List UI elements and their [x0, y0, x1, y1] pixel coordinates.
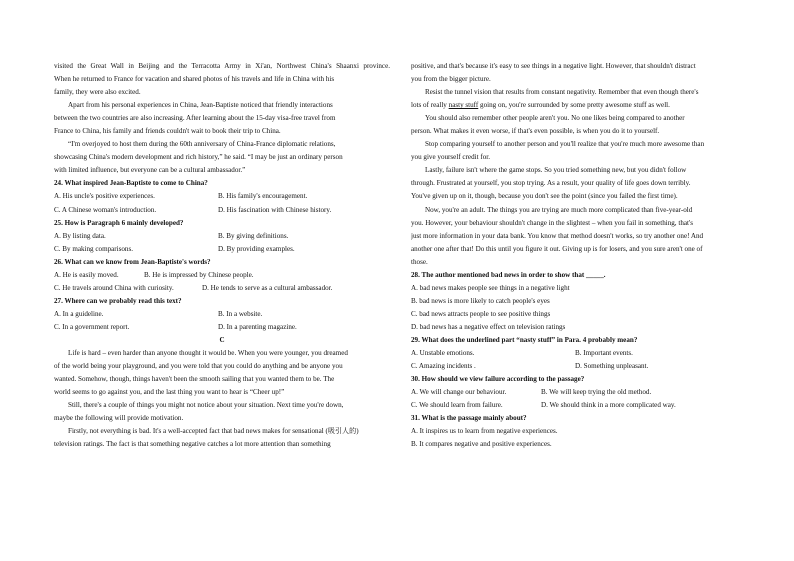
para-line: positive, and that's because it's easy to see things in a negative light. However, that shouldn't distract [411, 62, 696, 70]
option-d[interactable]: D. In a parenting magazine. [218, 322, 297, 331]
right-column [411, 60, 741, 451]
para-line: with limited influence, but everyone can be a cultural ambassador.” [54, 166, 246, 175]
option-c[interactable]: C. We should learn from failure. [411, 401, 503, 410]
para-line: When he returned to France for vacation and shared photos of his travels and life in China with his [54, 75, 335, 84]
option-a[interactable]: A. His uncle's positive experiences. [54, 192, 155, 201]
section-label: C [219, 335, 225, 344]
question-25-stem: 25. How is Paragraph 6 mainly developed? [54, 218, 184, 227]
para-line: You've given up on it, though, because you don't see the point (since you failed the first time). [411, 192, 678, 201]
question-26-options-row [54, 282, 390, 295]
question-31-stem: 31. What is the passage mainly about? [411, 414, 527, 423]
option-b[interactable]: B. It compares negative and positive experiences. [411, 440, 552, 449]
para-line: Apart from his personal experiences in China, Jean-Baptiste noticed that friendly interactions [68, 101, 333, 110]
para-line: between the two countries are also increasing. After learning about the 15-day visa-free travel from [54, 114, 336, 123]
option-a[interactable]: A. By listing data. [54, 231, 106, 240]
para-line: Firstly, not everything is bad. It's a well-accepted fact that bad news makes for sensational (吸引人的) [68, 427, 359, 436]
option-b[interactable]: B. We will keep trying the old method. [541, 388, 652, 397]
option-d[interactable]: D. Something unpleasant. [575, 362, 649, 371]
option-b[interactable]: B. By giving definitions. [218, 231, 289, 240]
question-30-stem: 30. How should we view failure according to the passage? [411, 375, 585, 384]
option-c[interactable]: C. Amazing incidents . [411, 362, 476, 371]
para-line: you. However, your behaviour shouldn't change in the slightest – when you fail in something, that's [411, 218, 694, 227]
para-line: maybe the following will provide motivation. [54, 414, 184, 423]
question-25-options-row [54, 243, 390, 256]
text-run: lots of really [411, 101, 449, 110]
para-line: Life is hard – even harder than anyone thought it would be. When you were younger, you dreamed [68, 349, 348, 358]
para-line: of the world being your playground, and you were told that you could do anything and be anyone you [54, 362, 343, 371]
para-line: Lastly, failure isn't where the game stops. So you tried something new, but you didn't follow [425, 166, 687, 175]
question-24-stem: 24. What inspired Jean-Baptiste to come to China? [54, 179, 208, 188]
option-d[interactable]: D. By providing examples. [218, 244, 295, 253]
para-line: France to China, his family and friends couldn't wait to book their trip to China. [54, 127, 281, 136]
option-a[interactable]: A. In a guideline. [54, 309, 104, 318]
option-b[interactable]: B. bad news is more likely to catch people's eyes [411, 296, 550, 305]
option-b[interactable]: B. He is impressed by Chinese people. [144, 270, 254, 279]
option-c[interactable]: C. By making comparisons. [54, 244, 134, 253]
question-30-options-row [411, 399, 741, 412]
para-line: those. [411, 257, 428, 266]
question-26-options-row [54, 269, 390, 282]
option-c[interactable]: C. bad news attracts people to see positive things [411, 309, 551, 318]
para-line: Still, there's a couple of things you might not notice about your situation. Next time you're down, [68, 401, 344, 410]
para-line: you from the bigger picture. [411, 75, 491, 84]
question-24-options-row [54, 204, 390, 217]
para-line: Stop comparing yourself to another person and you'll realize that you're much more awesome than [425, 140, 705, 149]
question-28-stem: 28. The author mentioned bad news in order to show that _____. [411, 270, 606, 279]
para-line: family, they were also excited. [54, 88, 141, 97]
option-a[interactable]: A. He is easily moved. [54, 270, 119, 279]
para-line: “I'm overjoyed to host them during the 60th anniversary of China-France diplomatic relations, [68, 140, 336, 149]
option-c[interactable]: C. In a government report. [54, 322, 130, 331]
underlined-phrase: nasty stuff [448, 101, 479, 110]
option-a[interactable]: A. We will change our behaviour. [411, 388, 507, 397]
option-a[interactable]: A. It inspires us to learn from negative experiences. [411, 427, 558, 436]
para-line: world seems to go against you, and the last thing you want to hear is “Cheer up!” [54, 388, 285, 397]
question-25-options-row [54, 230, 390, 243]
question-26-stem: 26. What can we know from Jean-Baptiste's words? [54, 257, 211, 266]
option-b[interactable]: B. Important events. [575, 349, 633, 358]
question-30-options-row [411, 386, 741, 399]
para-line: showcasing China's modern development and rich history,” he said. “I may be just an ordinary person [54, 153, 343, 162]
option-d[interactable]: D. We should think in a more complicated way. [541, 401, 676, 410]
para-line [411, 99, 741, 112]
option-c[interactable]: C. He travels around China with curiosity. [54, 283, 174, 292]
option-c[interactable]: C. A Chinese woman's introduction. [54, 205, 157, 214]
question-29-options-row [411, 347, 741, 360]
para-line: television ratings. The fact is that something negative catches a lot more attention than something [54, 440, 331, 449]
question-24-options-row [54, 190, 390, 203]
option-a[interactable]: A. bad news makes people see things in a negative light [411, 283, 570, 292]
para-line: person. What makes it even worse, if that's even possible, is when you do it to yourself. [411, 127, 660, 136]
option-b[interactable]: B. In a website. [218, 309, 263, 318]
para-line: you give yourself credit for. [411, 153, 490, 162]
option-a[interactable]: A. Unstable emotions. [411, 349, 475, 358]
para-line: Resist the tunnel vision that results from constant negativity. Remember that even though there's [425, 88, 699, 97]
option-d[interactable]: D. bad news has a negative effect on television ratings [411, 322, 566, 331]
para-line: through. Frustrated at yourself, you stop trying. As a result, your quality of life goes down terribly. [411, 179, 691, 188]
question-27-options-row [54, 308, 390, 321]
question-29-stem: 29. What does the underlined part “nasty stuff” in Para. 4 probably mean? [411, 335, 638, 344]
question-27-options-row [54, 321, 390, 334]
para-line: visited the Great Wall in Beijing and the Terracotta Army in Xi'an, Northwest China's Shaanxi province. [54, 62, 390, 70]
para-line: another one after that! Do this until you figure it out. Giving up is for losers, and you sure aren't one of [411, 244, 703, 253]
question-27-stem: 27. Where can we probably read this text? [54, 296, 182, 305]
text-run: going on, you're surrounded by some pretty awesome stuff as well. [478, 101, 670, 110]
para-line: You should also remember other people aren't you. No one likes being compared to another [425, 114, 685, 123]
para-line: just more information in your data bank. You know that method doesn't works, so try another one! And [411, 231, 704, 240]
option-b[interactable]: B. His family's encouragement. [218, 192, 308, 201]
option-d[interactable]: D. He tends to serve as a cultural ambassador. [202, 283, 333, 292]
left-column [54, 60, 390, 451]
para-line: Now, you're an adult. The things you are trying are much more complicated than five-year-old [425, 205, 693, 214]
question-29-options-row [411, 360, 741, 373]
option-d[interactable]: D. His fascination with Chinese history. [218, 205, 332, 214]
para-line: wanted. Somehow, though, things haven't been the smooth sailing that you wanted them to be. The [54, 375, 335, 384]
